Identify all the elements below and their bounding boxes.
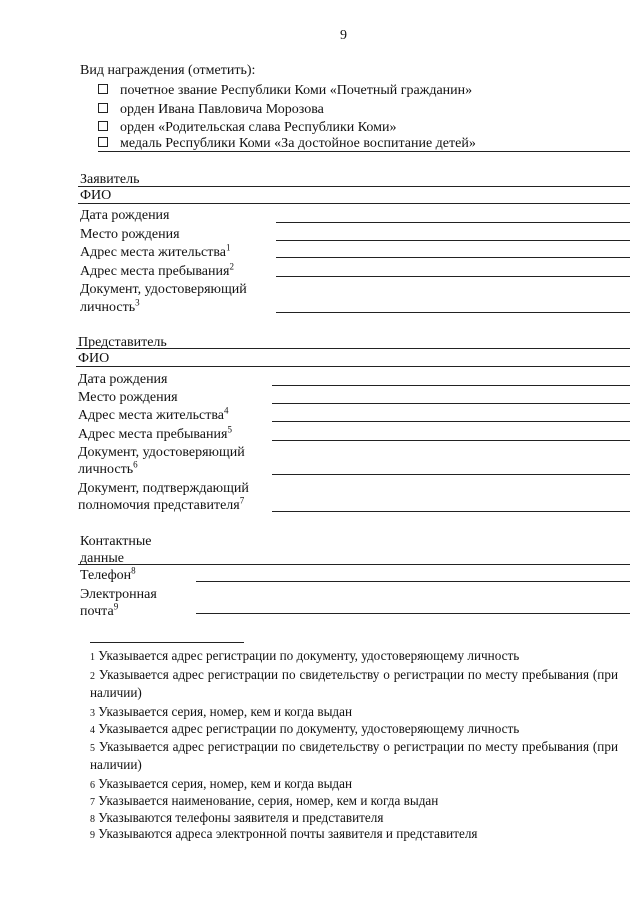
award-option-label: медаль Республики Коми «За достойное воспитание детей» [120, 136, 476, 151]
contacts-heading-2: данные [80, 551, 124, 566]
footnote-text: Указывается серия, номер, кем и когда выдан [98, 776, 353, 791]
contacts-phone-field[interactable] [196, 581, 630, 582]
footnote-text: Указывается серия, номер, кем и когда выдан [98, 704, 353, 719]
applicant-doc-label-2 [80, 299, 140, 316]
footnote-ref: 6 [133, 459, 138, 470]
applicant-birth-place-field[interactable] [276, 240, 630, 241]
representative-residence-label [78, 407, 229, 424]
footnote-ref: 1 [226, 242, 231, 253]
applicant-doc-field[interactable] [276, 312, 630, 313]
checkbox-icon[interactable] [98, 121, 108, 131]
applicant-birth-date-label: Дата рождения [80, 208, 170, 223]
representative-doc-label-1: Документ, удостоверяющий [78, 445, 245, 460]
footnote-number: 5 [90, 743, 95, 754]
footnote-text: Указывается адрес регистрации по свидетельству о регистрации по месту пребывания (при наличии) [90, 667, 619, 700]
footnote-ref: 8 [131, 565, 136, 576]
footnote-number: 7 [90, 797, 95, 808]
contacts-heading-1: Контактные [80, 534, 152, 549]
contacts-phone-label [80, 567, 136, 584]
contacts-email-field[interactable] [196, 613, 630, 614]
applicant-residence-text: Адрес места жительства [80, 245, 226, 260]
applicant-fio-field[interactable] [276, 203, 630, 204]
footnote-number: 9 [90, 830, 95, 841]
applicant-stay-text: Адрес места пребывания [80, 264, 230, 279]
award-option-label: орден Ивана Павловича Морозова [120, 102, 324, 117]
contacts-email-label-2 [80, 603, 118, 620]
applicant-residence-label [80, 244, 231, 261]
representative-heading-line [76, 348, 630, 349]
footnote-text: Указывается адрес регистрации по документу, удостоверяющему личность [98, 648, 520, 663]
award-underline [98, 151, 630, 152]
applicant-birth-date-field[interactable] [276, 222, 630, 223]
footnote-number: 2 [90, 671, 95, 682]
contacts-heading-line [78, 564, 630, 565]
footnote-ref: 5 [227, 424, 232, 435]
applicant-residence-field[interactable] [276, 257, 630, 258]
footnote-3 [90, 704, 352, 722]
representative-auth-label-2 [78, 497, 244, 514]
award-option-1[interactable] [98, 82, 472, 99]
award-heading: Вид награждения (отметить): [80, 63, 256, 78]
representative-auth-field[interactable] [272, 511, 630, 512]
representative-heading: Представитель [78, 335, 167, 350]
representative-birth-place-label: Место рождения [78, 390, 178, 405]
representative-auth-label-1: Документ, подтверждающий [78, 481, 249, 496]
page-number: 9 [340, 28, 347, 43]
footnote-7 [90, 793, 438, 811]
representative-auth-text: полномочия представителя [78, 498, 240, 513]
representative-doc-text: личность [78, 462, 134, 477]
representative-doc-label-2 [78, 461, 138, 478]
footnote-number: 6 [90, 780, 95, 791]
award-option-label: орден «Родительская слава Республики Коми» [120, 120, 397, 135]
footnote-4 [90, 721, 519, 739]
representative-residence-text: Адрес места жительства [78, 408, 224, 423]
representative-residence-field[interactable] [272, 421, 630, 422]
contacts-phone-text: Телефон [80, 568, 132, 583]
representative-birth-place-field[interactable] [272, 403, 630, 404]
footnote-separator [90, 642, 244, 643]
award-option-3[interactable] [98, 119, 396, 136]
footnote-text: Указывается наименование, серия, номер, кем и когда выдан [98, 793, 439, 808]
applicant-heading: Заявитель [80, 172, 140, 187]
representative-fio-field[interactable] [272, 366, 630, 367]
representative-doc-field[interactable] [272, 474, 630, 475]
contacts-email-label-1: Электронная [80, 587, 157, 602]
representative-fio-label: ФИО [78, 351, 110, 366]
footnote-9 [90, 826, 478, 844]
representative-birth-date-label: Дата рождения [78, 372, 168, 387]
checkbox-icon[interactable] [98, 137, 108, 147]
award-option-4[interactable] [98, 135, 476, 152]
applicant-fio-underline [78, 203, 276, 204]
footnote-number: 8 [90, 814, 95, 825]
footnote-ref: 2 [229, 261, 234, 272]
representative-fio-underline [76, 366, 272, 367]
applicant-stay-label [80, 263, 234, 280]
footnote-number: 3 [90, 708, 95, 719]
footnote-text: Указывается адрес регистрации по документу, удостоверяющему личность [98, 721, 520, 736]
applicant-stay-field[interactable] [276, 276, 630, 277]
representative-birth-date-field[interactable] [272, 385, 630, 386]
footnote-ref: 3 [135, 297, 140, 308]
applicant-birth-place-label: Место рождения [80, 227, 180, 242]
applicant-heading-line [78, 186, 630, 187]
checkbox-icon[interactable] [98, 103, 108, 113]
footnote-ref: 4 [224, 405, 229, 416]
footnote-number: 1 [90, 652, 95, 663]
applicant-doc-label-1: Документ, удостоверяющий [80, 282, 247, 297]
award-option-2[interactable] [98, 101, 324, 118]
footnote-ref: 9 [113, 601, 119, 612]
award-option-label: почетное звание Республики Коми «Почетный гражданин» [120, 83, 473, 98]
representative-stay-text: Адрес места пребывания [78, 427, 228, 442]
representative-stay-field[interactable] [272, 440, 630, 441]
footnote-1 [90, 648, 519, 666]
applicant-fio-label: ФИО [80, 188, 112, 203]
footnote-5 [90, 739, 618, 773]
applicant-doc-text: личность [80, 300, 136, 315]
footnote-ref: 7 [239, 495, 245, 506]
representative-stay-label [78, 426, 232, 443]
footnote-text: Указываются адреса электронной почты заявителя и представителя [98, 826, 478, 841]
footnote-6 [90, 776, 352, 794]
footnote-number: 4 [90, 725, 95, 736]
contacts-email-text: почта [80, 604, 114, 619]
footnote-text: Указываются телефоны заявителя и представителя [98, 810, 384, 825]
checkbox-icon[interactable] [98, 84, 108, 94]
footnote-text: Указывается адрес регистрации по свидетельству о регистрации по месту пребывания (при наличии) [90, 739, 619, 772]
footnote-2 [90, 667, 618, 701]
